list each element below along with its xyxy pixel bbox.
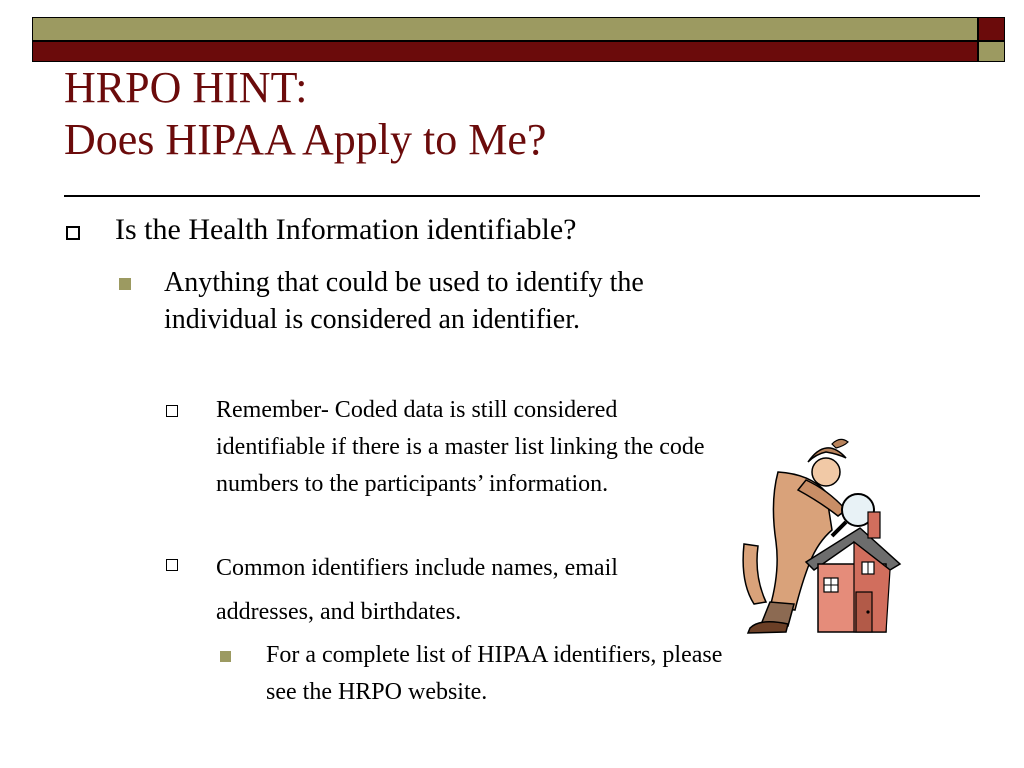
bullet-hollow-square-icon	[166, 559, 178, 571]
bullet-level-3-coded-data: Remember- Coded data is still considered identifiable if there is a master list linking the code numbers to the participants’ information.	[216, 397, 705, 497]
bullet-level-1: Is the Health Information identifiable?	[115, 213, 577, 246]
bullet-hollow-square-icon	[166, 405, 178, 417]
bullet-hollow-square-icon	[66, 226, 80, 240]
title-line-2: Does HIPAA Apply to Me?	[64, 115, 547, 164]
bullet-filled-square-icon	[119, 278, 131, 290]
bullet-filled-square-icon	[220, 651, 231, 662]
title-line-1: HRPO HINT:	[64, 63, 308, 112]
detective-magnifying-house-icon	[740, 432, 906, 637]
bullet-level-2: Anything that could be used to identify the individual is considered an identifier.	[164, 267, 644, 335]
bullet-level-4-hrpo-website: For a complete list of HIPAA identifiers, please see the HRPO website.	[266, 642, 723, 705]
bullet-level-3-common-identifiers: Common identifiers include names, email addresses, and birthdates.	[216, 555, 618, 625]
